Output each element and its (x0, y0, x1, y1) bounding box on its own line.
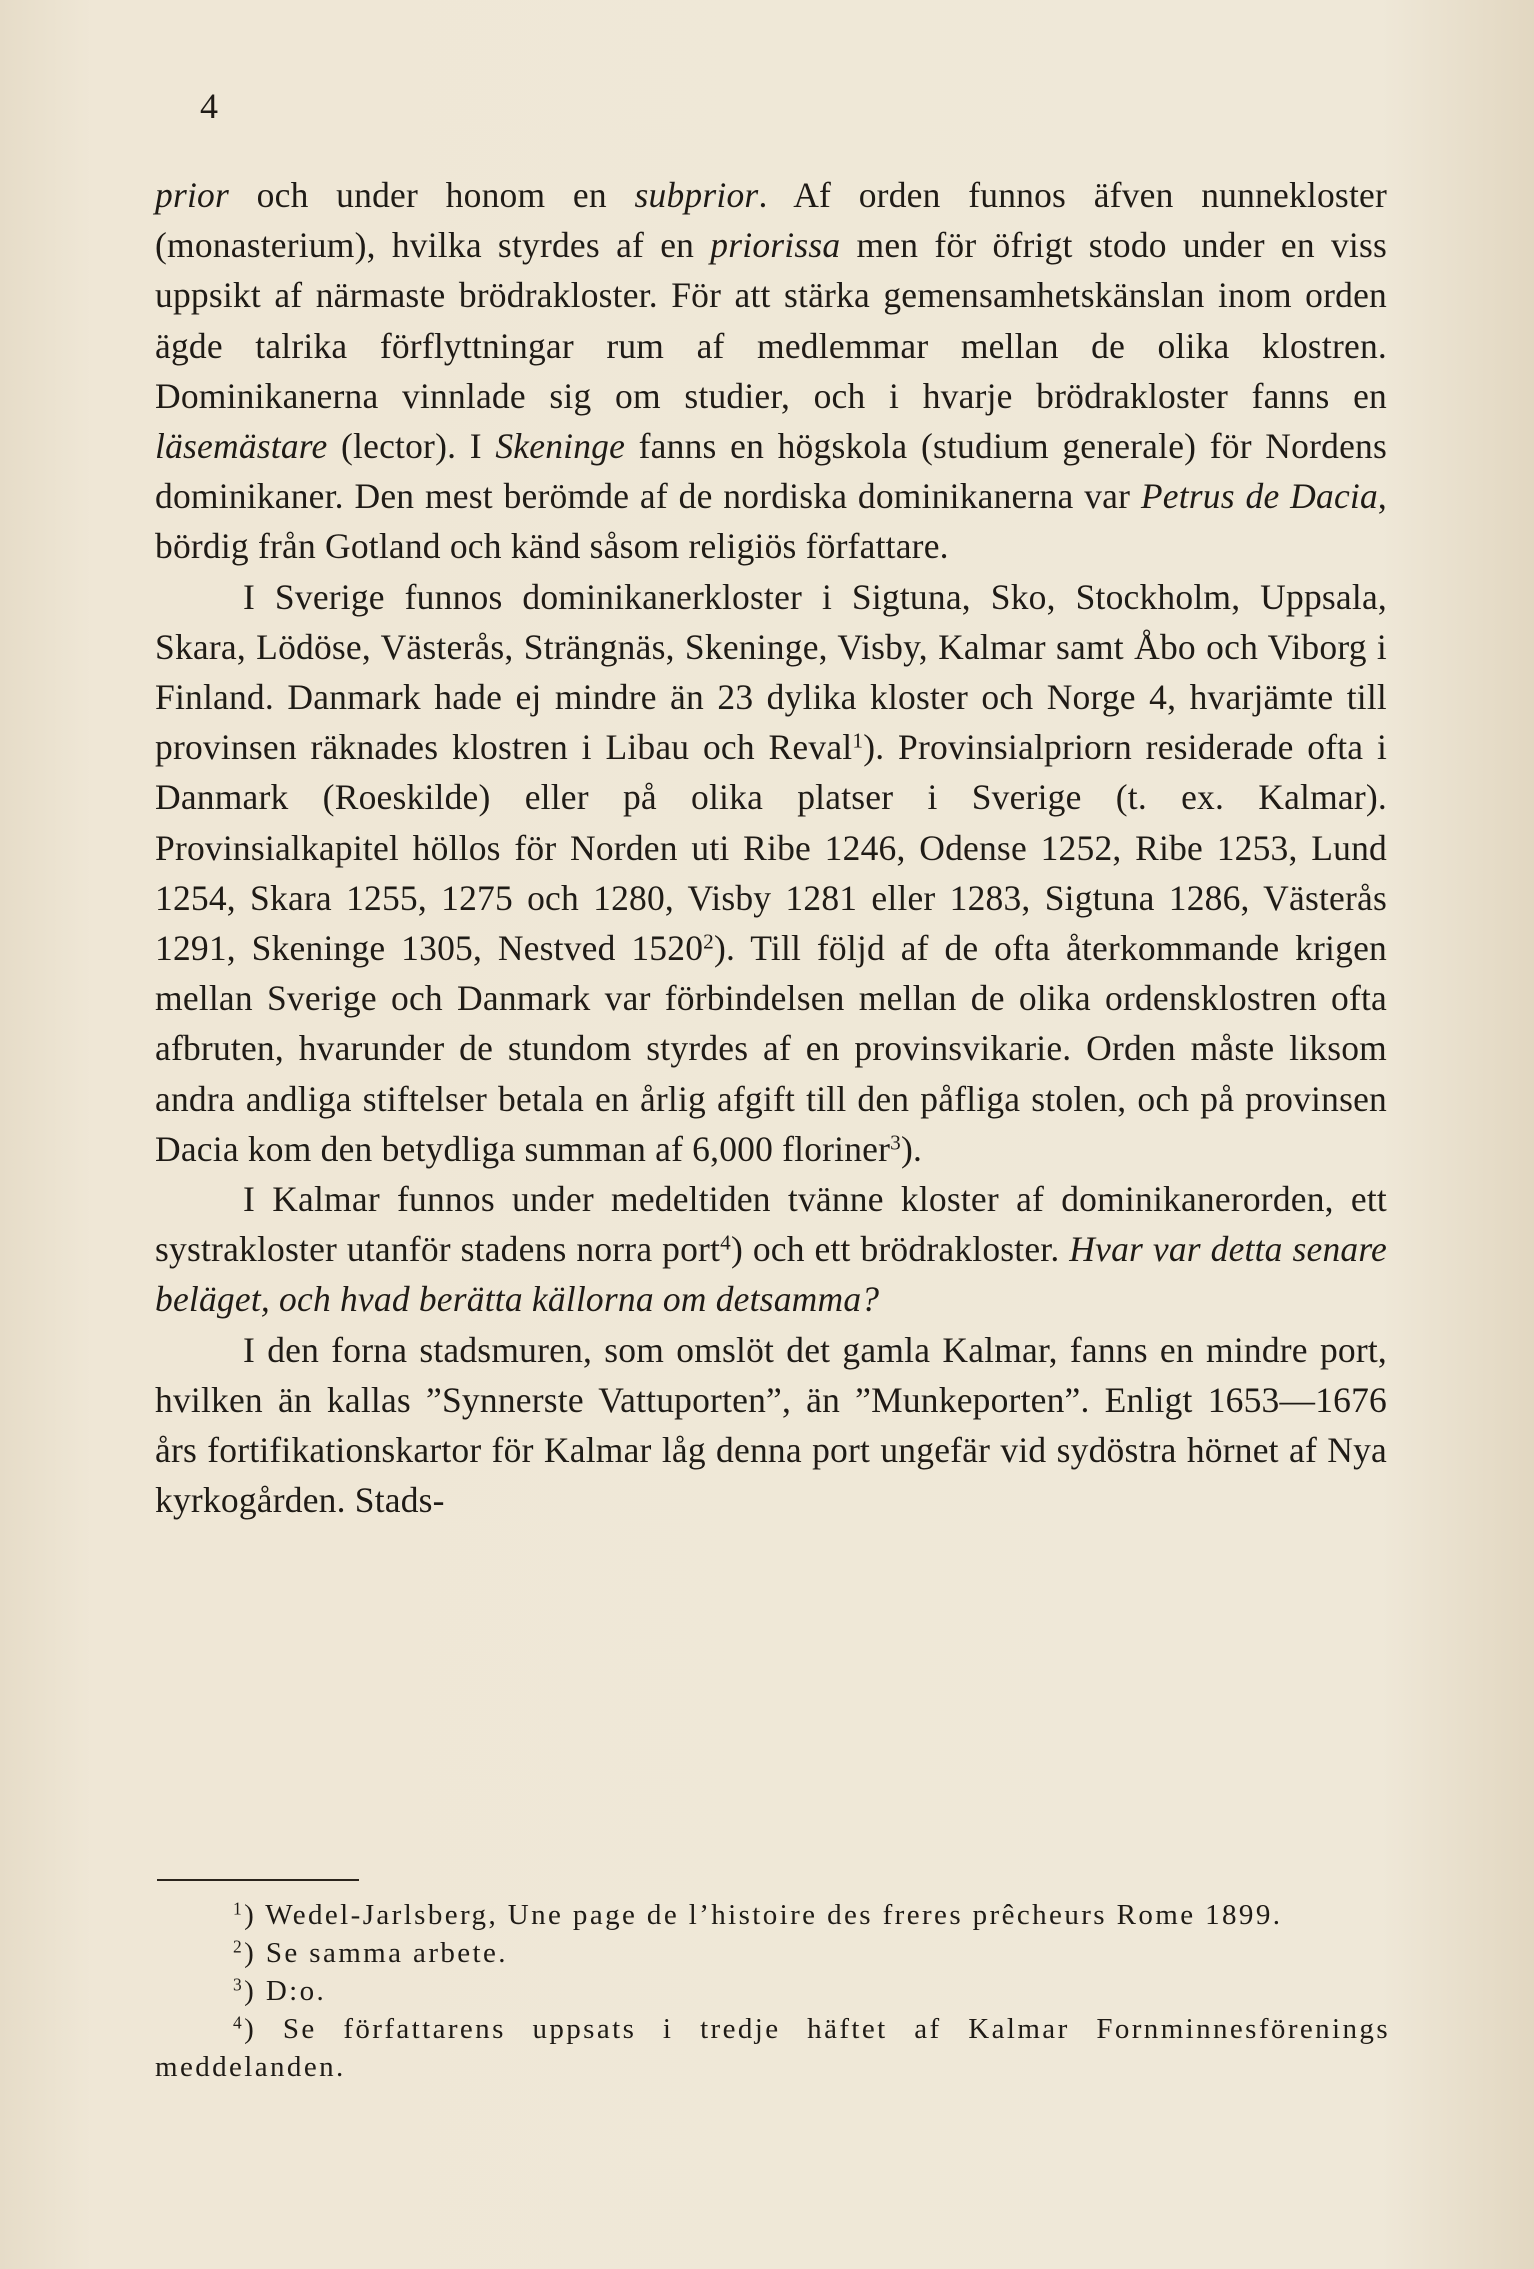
italic-text: Skeninge (495, 426, 626, 467)
footnote-marker: 4 (233, 2012, 245, 2033)
footnote-text: ) Se samma arbete. (244, 1937, 508, 1969)
italic-text: subprior (634, 175, 759, 215)
footnote-reference: 4 (720, 1230, 731, 1255)
footnote (155, 1934, 1390, 1972)
text-run: ). Provinsialpriorn residerade ofta i Danmark (Roeskilde) eller på olika platser i Sverige (t. ex. Kalmar). Provinsialkapitel höllos för Norden uti Ribe 1246, Odense 1252, Ribe 1253, Lund 1254, Skara 1255, 1275 och 1280, Visby 1281 eller 1283, Sigtuna 1286, Västerås 1291, Skeninge 1305, Nestved 1520 (155, 727, 1388, 969)
footnotes (155, 1896, 1390, 2086)
text-run: ). Till följd af de ofta återkommande krigen mellan Sverige och Danmark var förbindelsen mellan de olika ordensklostren ofta afbruten, hvarunder de stundom styrdes af en provinsvikarie. Orden måste liksom andra andliga stiftelser betala en årlig afgift till den påfliga stolen, och på provinsen Dacia kom den betydliga summan af 6,000 floriner (155, 928, 1387, 1169)
footnote-text: ) Wedel-Jarlsberg, Une page de l’histoire des freres prêcheurs Rome 1899. (244, 1899, 1283, 1931)
paragraph (155, 1325, 1387, 1526)
footnote-marker: 2 (233, 1936, 245, 1957)
paragraph (155, 572, 1387, 1174)
italic-text: Hvar var detta senare beläget, och hvad berätta källorna om detsamma? (155, 1229, 1387, 1320)
footnote-text: ) Se författarens uppsats i tredje häftet af Kalmar Fornminnesförenings meddelanden. (155, 2013, 1390, 2083)
footnote-reference: 1 (852, 728, 864, 753)
footnote-reference: 2 (703, 929, 715, 954)
footnote-marker: 3 (233, 1974, 245, 1995)
text-run: . Af orden funnos äfven nunnekloster (monasterium), hvilka styrdes af en (155, 175, 1387, 266)
footnote-marker: 1 (233, 1898, 245, 1919)
footnote-reference: 3 (890, 1130, 902, 1155)
italic-text: prior (155, 175, 229, 215)
body-text (155, 170, 1387, 1525)
text-run: och under honom en (229, 175, 635, 215)
footnote-text: ) D:o. (244, 1975, 327, 2007)
paragraph (155, 1174, 1387, 1325)
text-run: I Kalmar funnos under medeltiden tvänne kloster af dominikanerorden, ett systrakloster utanför stadens norra port (155, 1179, 1387, 1270)
text-run: ) och ett brödrakloster. (730, 1229, 1070, 1270)
footnote (155, 2010, 1390, 2086)
text-run: men för öfrigt stodo under en viss uppsikt af närmaste brödrakloster. För att stärka gemensamhetskänslan inom orden ägde talrika förflyttningar rum af medlemmar mellan de olika klostren. Dominikanerna vinnlade sig om studier, och i hvarje brödrakloster fanns en (155, 225, 1387, 416)
text-run: ). (901, 1128, 923, 1169)
text-run: I den forna stadsmuren, som omslöt det gamla Kalmar, fanns en mindre port, hvilken än kallas ”Synnerste Vattuporten”, än ”Munkeporten”. Enligt 1653—1676 års fortifikationskartor för Kalmar låg denna port ungefär vid sydöstra hörnet af Nya kyrkogården. Stads- (155, 1329, 1387, 1521)
italic-text: priorissa (710, 225, 841, 266)
text-run: (lector). I (327, 426, 496, 467)
footnote-divider (157, 1879, 359, 1881)
footnote (155, 1896, 1390, 1934)
italic-text: Petrus de Dacia (1140, 476, 1378, 517)
text-run: , bördig från Gotland och känd såsom religiös författare. (155, 476, 1387, 567)
footnote (155, 1972, 1390, 2010)
page-number: 4 (200, 86, 218, 126)
text-run: I Sverige funnos dominikanerkloster i Sigtuna, Sko, Stockholm, Uppsala, Skara, Lödöse, Västerås, Strängnäs, Skeninge, Visby, Kalmar samt Åbo och Viborg i Finland. Danmark hade ej mindre än 23 dylika kloster och Norge 4, hvarjämte till provinsen räknades klostren i Libau och Reval (155, 576, 1387, 768)
paragraph (155, 170, 1387, 572)
italic-text: läsemästare (155, 426, 328, 467)
text-run: fanns en högskola (studium generale) för Nordens dominikaner. Den mest berömde af de nordiska dominikanerna var (155, 426, 1387, 517)
